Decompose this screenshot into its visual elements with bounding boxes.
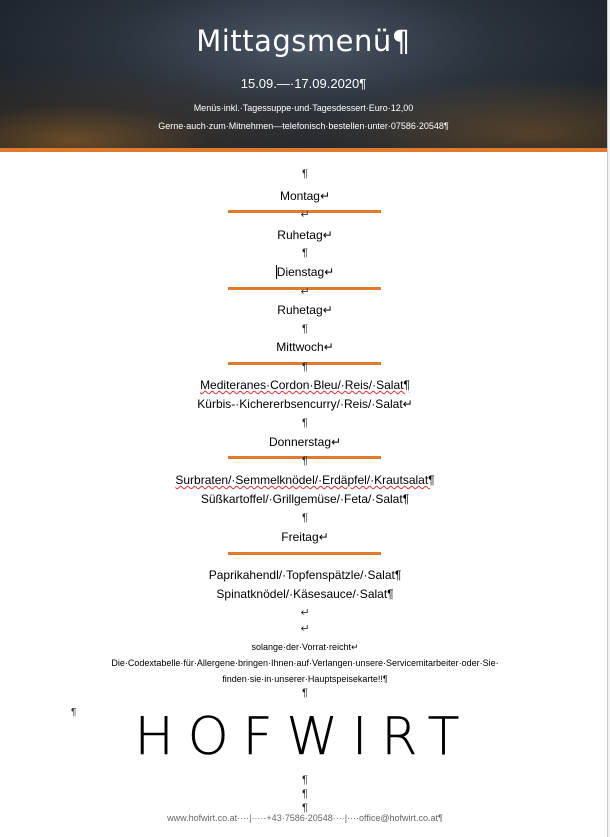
return-mark: ↵ — [300, 209, 310, 221]
order-info: Gerne·auch·zum·Mitnehmen—telefonisch·bestellen·unter·07586·20548¶ — [158, 121, 449, 131]
menu-item[interactable]: Kürbis-·Kichererbsencurry/·Reis/·Salat↵ — [197, 397, 413, 411]
paragraph-mark: ¶ — [302, 323, 308, 335]
paragraph-mark: ¶ — [302, 802, 308, 814]
paragraph-mark: ¶ — [302, 417, 308, 429]
paragraph-mark: ¶ — [71, 707, 77, 718]
header-divider — [0, 148, 607, 152]
menu-title: Mittagsmenü¶ — [196, 24, 411, 58]
paragraph-mark: ¶ — [302, 512, 308, 524]
menu-item[interactable]: Spinatknödel/·Käsesauce/·Salat¶ — [216, 587, 394, 601]
day-heading-wednesday[interactable]: Mittwoch↵ — [276, 340, 334, 354]
menu-dates: 15.09.—·17.09.2020¶ — [240, 76, 367, 91]
menu-item[interactable]: Ruhetag↵ — [277, 228, 333, 242]
paragraph-mark: ¶ — [302, 788, 308, 800]
paragraph-mark: ¶ — [302, 455, 308, 467]
price-info: Menüs·inkl.·Tagessuppe·und·Tagesdessert·Euro·12,00 — [193, 103, 414, 113]
menu-item[interactable] — [0, 377, 610, 393]
day-divider — [228, 552, 381, 555]
header-banner — [0, 0, 607, 148]
paragraph-mark: ¶ — [302, 774, 308, 786]
paragraph-mark: ¶ — [302, 247, 308, 259]
menu-item[interactable]: Süßkartoffel/·Grillgemüse/·Feta/·Salat¶ — [200, 492, 410, 506]
stock-note[interactable]: solange·der·Vorrat·reicht↵ — [251, 642, 359, 652]
day-heading-thursday[interactable]: Donnerstag↵ — [268, 435, 342, 449]
logo-image[interactable] — [121, 706, 487, 768]
return-mark: ↵ — [300, 607, 310, 619]
menu-item-text: Mediteranes·Cordon·Bleu/·Reis/·Salat¶ — [200, 378, 410, 392]
footer-contact[interactable]: www.hofwirt.co.at····|·····+43·7586·20548····|····office@hofwirt.co.at¶ — [167, 813, 443, 823]
menu-item[interactable] — [0, 472, 610, 488]
return-mark: ↵ — [300, 286, 310, 298]
day-heading-friday[interactable]: Freitag↵ — [281, 530, 329, 544]
allergen-note[interactable]: Die·Codextabelle·für·Allergene·bringen·Ihnen·auf·Verlangen·unsere·Servicemitarbeiter·oder·Sie· — [111, 658, 499, 668]
menu-item[interactable]: Paprikahendl/·Topfenspätzle/·Salat¶ — [208, 568, 402, 582]
menu-item[interactable]: Ruhetag↵ — [277, 303, 333, 317]
hofwirt-logo: HOFWIRT — [134, 707, 474, 767]
allergen-note-continued[interactable]: finden·sie·in·unserer·Hauptspeisekarte!!¶ — [222, 674, 388, 684]
paragraph-mark: ¶ — [302, 361, 308, 373]
day-heading-tuesday[interactable] — [0, 264, 610, 280]
day-heading-tuesday-label: Dienstag↵ — [276, 265, 335, 279]
return-mark: ↵ — [300, 623, 310, 635]
paragraph-mark: ¶ — [302, 168, 308, 180]
day-heading-monday[interactable]: Montag↵ — [279, 189, 331, 203]
menu-item-text: Surbraten/·Semmelknödel/·Erdäpfel/·Krautsalat¶ — [175, 473, 435, 487]
paragraph-mark: ¶ — [302, 687, 308, 699]
